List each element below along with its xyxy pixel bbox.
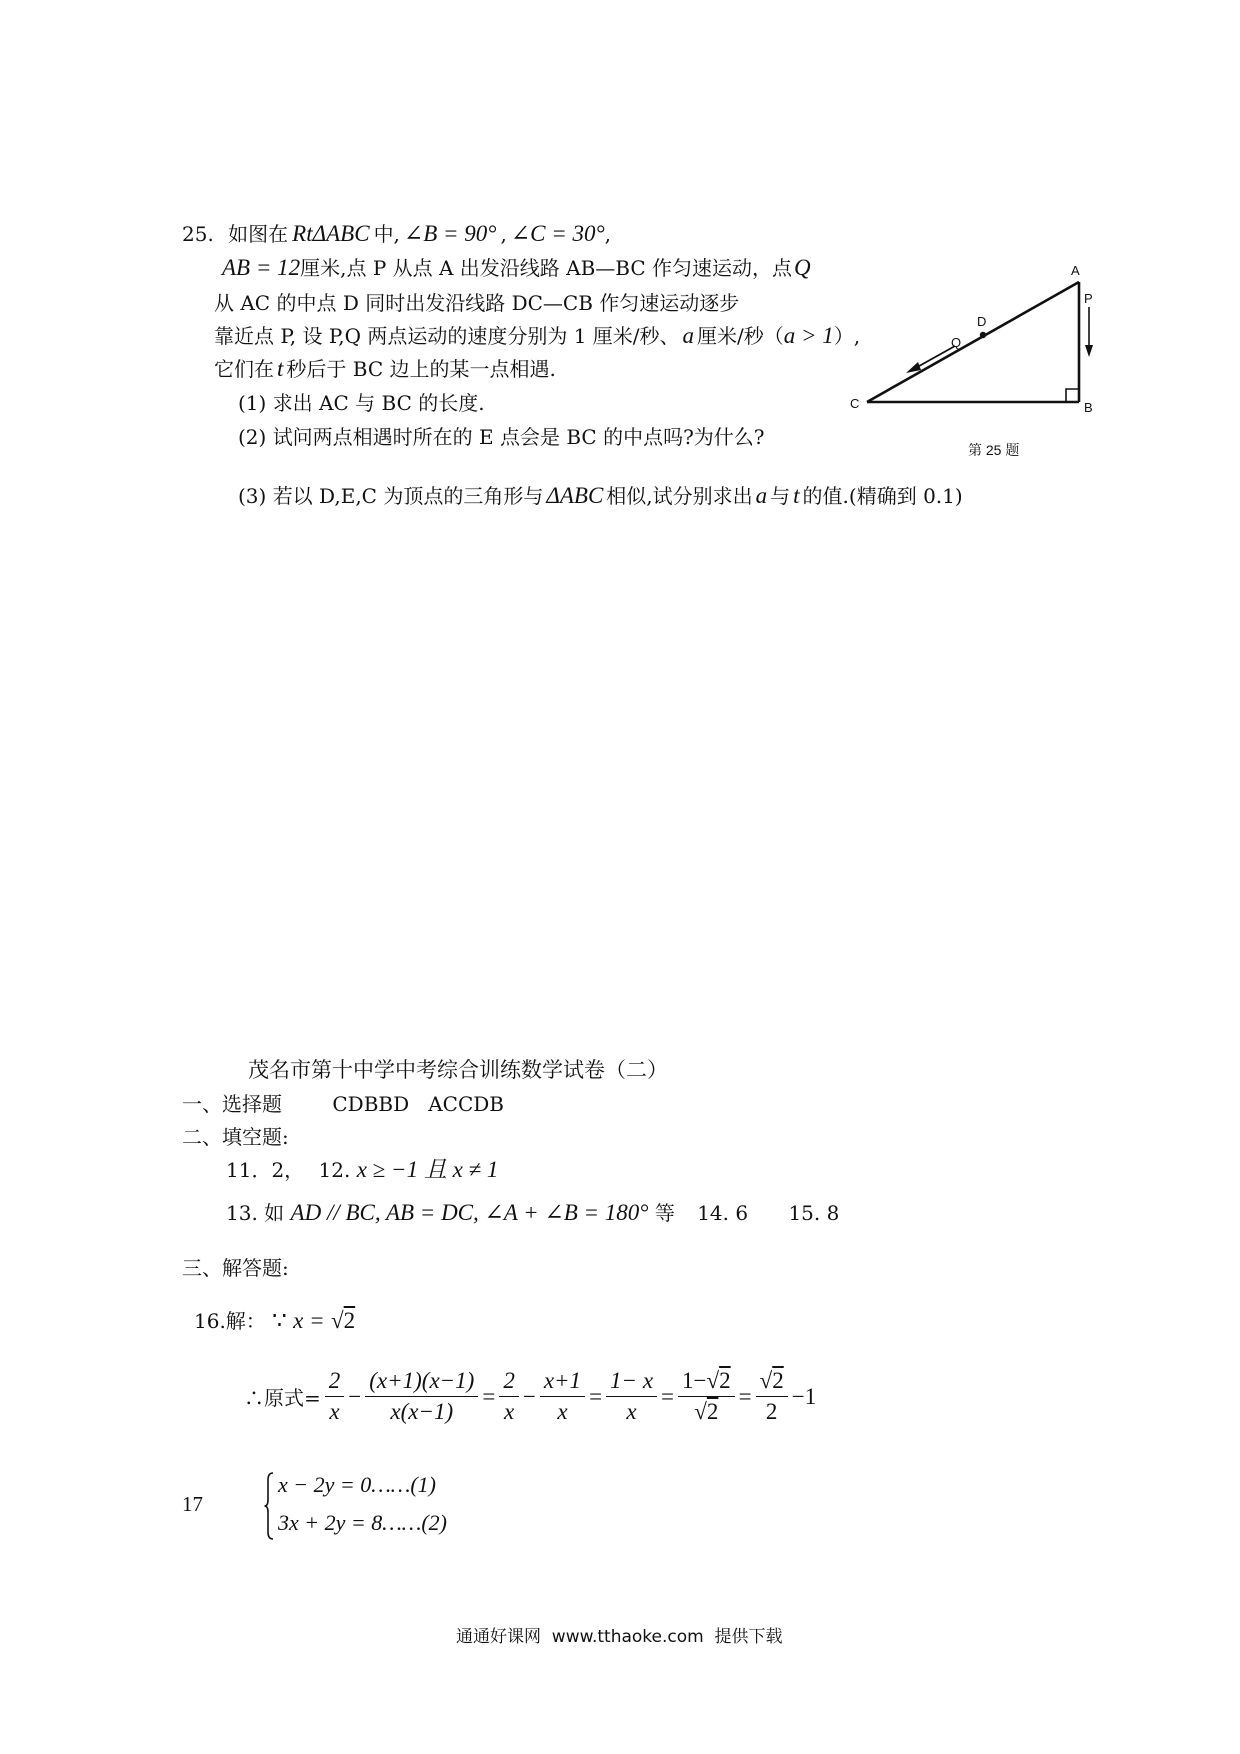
q25-angle-c: ∠C = 30°	[510, 221, 605, 246]
q25-text: 靠近点 P, 设 P,Q 两点运动的速度分别为 1 厘米/秒、	[214, 324, 680, 348]
sqrt-expr: √2	[331, 1308, 356, 1333]
q25-text: 秒后于 BC 边上的某一点相遇.	[286, 357, 556, 381]
label-b: B	[1084, 400, 1093, 415]
q25-number: 25.	[182, 222, 214, 246]
q25-line2	[222, 255, 811, 281]
fraction-1	[325, 1366, 345, 1427]
therefore-label: ∴原式=	[244, 1386, 321, 1410]
triangle-edges	[867, 282, 1079, 402]
q25-text: 厘米/秒（	[697, 324, 784, 348]
figure-caption: 第 25 题	[968, 442, 1020, 458]
answer-16-expression	[244, 1366, 816, 1427]
q25-text: 如图在	[228, 222, 289, 246]
q25-condition: a > 1	[783, 323, 834, 348]
edge-ac	[867, 282, 1079, 402]
fraction-6-den: √2	[694, 1399, 719, 1424]
q25-a: a	[682, 323, 695, 348]
answers-title: 茂名市第十中学中考综合训练数学试卷（二）	[248, 1058, 668, 1082]
q25-t: t	[793, 483, 800, 508]
q25-t: t	[277, 356, 284, 381]
because-symbol: ∵	[272, 1308, 287, 1333]
q25-triangle: ΔABC	[546, 483, 604, 508]
answer-13-end: 等	[654, 1201, 675, 1225]
fraction-4-den: x	[557, 1399, 568, 1424]
q25-text: ）,	[833, 324, 861, 348]
equals-sign: =	[661, 1383, 675, 1409]
q25-text: (3) 若以 D,E,C 为顶点的三角形与	[238, 484, 544, 508]
section-3-label: 三、解答题:	[182, 1256, 289, 1280]
q25-a: a	[755, 483, 768, 508]
q25-line1	[182, 221, 611, 247]
q25-part3	[238, 483, 963, 509]
answer-12-label: 12.	[318, 1158, 351, 1182]
minus-sign: −	[522, 1383, 536, 1409]
q25-part2: (2) 试问两点相遇时所在的 E 点会是 BC 的中点吗?为什么?	[238, 425, 765, 449]
fraction-5-den: x	[626, 1399, 637, 1424]
fraction-7-num: √2	[756, 1366, 788, 1397]
answer-13: AD // BC, AB = DC, ∠A + ∠B = 180°	[290, 1200, 649, 1225]
fraction-2	[365, 1366, 478, 1427]
fraction-4-num: x+1	[540, 1366, 585, 1397]
answer-14: 14. 6	[697, 1201, 749, 1225]
fraction-3	[499, 1366, 519, 1427]
fraction-7-num-root: 2	[772, 1368, 784, 1393]
fraction-6-den-root: 2	[706, 1399, 719, 1424]
fraction-2-num: (x+1)(x−1)	[365, 1366, 478, 1397]
q25-text: 与	[770, 484, 791, 508]
q25-line4	[214, 323, 860, 349]
answer-16-label: 16.解：	[194, 1309, 266, 1333]
q25-text: ,	[500, 222, 507, 246]
section-1-label: 一、选择题	[182, 1092, 282, 1116]
q25-text: 它们在	[214, 357, 274, 381]
choice-answers: CDBBD ACCDB	[332, 1092, 504, 1116]
fraction-1-num: 2	[325, 1366, 345, 1397]
equals-sign: =	[482, 1383, 496, 1409]
equation-2: 3x + 2y = 8……(2)	[278, 1510, 447, 1535]
q25-line3: 从 AC 的中点 D 同时出发沿线路 DC—CB 作匀速运动逐步	[214, 291, 740, 315]
fraction-6-num: 1−√2	[678, 1366, 735, 1397]
label-q: Q	[951, 335, 962, 350]
label-d: D	[977, 314, 987, 329]
fraction-1-den: x	[329, 1399, 340, 1424]
brace-icon	[264, 1472, 274, 1540]
label-a: A	[1071, 263, 1080, 278]
equation-1: x − 2y = 0……(1)	[278, 1472, 436, 1497]
arrow-p	[1085, 307, 1093, 357]
section-1	[182, 1091, 504, 1117]
answer-17-label: 17	[182, 1492, 203, 1516]
x-equals: x =	[293, 1308, 325, 1333]
fraction-3-num: 2	[499, 1366, 519, 1397]
fraction-3-den: x	[503, 1399, 515, 1424]
answer-12: x ≥ −1 且 x ≠ 1	[356, 1157, 499, 1182]
q25-text: 厘米,点 P 从点 A 出发沿线路 AB—BC 作匀速运动，点	[300, 256, 793, 280]
answer-15: 15. 8	[788, 1201, 840, 1225]
minus-one: −1	[791, 1383, 817, 1409]
label-c: C	[850, 396, 860, 411]
fill-13-15	[226, 1200, 839, 1226]
q25-part1: (1) 求出 AC 与 BC 的长度.	[238, 391, 485, 415]
q25-text: 中,	[373, 222, 400, 246]
equals-sign: =	[738, 1383, 752, 1409]
fill-11-12	[226, 1157, 498, 1183]
equals-sign: =	[589, 1383, 603, 1409]
q25-text: 的值.(精确到 0.1)	[802, 484, 963, 508]
q25-angle-b: ∠B = 90°	[403, 221, 497, 246]
q25-text: 相似,试分别求出	[606, 484, 753, 508]
q25-triangle: RtΔABC	[292, 221, 370, 246]
fraction-6	[678, 1366, 735, 1427]
fraction-2-den: x(x−1)	[390, 1399, 454, 1424]
fraction-5-num: 1− x	[606, 1366, 657, 1397]
q25-q: Q	[794, 255, 811, 280]
answer-11: 11．2，	[226, 1158, 305, 1182]
answer-16-line1	[194, 1308, 355, 1334]
right-angle-marker	[1066, 389, 1079, 402]
fraction-7	[756, 1366, 788, 1427]
q25-text: ,	[604, 222, 612, 246]
fraction-4	[540, 1366, 585, 1427]
section-2-label: 二、填空题:	[182, 1125, 289, 1149]
fraction-5	[606, 1366, 657, 1427]
minus-sign: −	[348, 1383, 362, 1409]
footer: 通通好课网 www.tthaoke.com 提供下载	[456, 1627, 783, 1647]
q25-ab-length: AB = 12	[222, 255, 301, 280]
label-p: P	[1084, 291, 1093, 306]
fraction-7-den: 2	[765, 1399, 778, 1424]
answer-13-label: 13. 如	[226, 1201, 285, 1225]
q25-line5	[214, 356, 556, 382]
triangle-figure	[840, 255, 1120, 465]
sqrt-radicand: 2	[343, 1308, 356, 1333]
point-d	[980, 332, 986, 338]
fraction-6-num-a: 1−	[682, 1368, 707, 1393]
fraction-6-num-root: 2	[719, 1368, 731, 1393]
arrow-q	[906, 346, 955, 373]
